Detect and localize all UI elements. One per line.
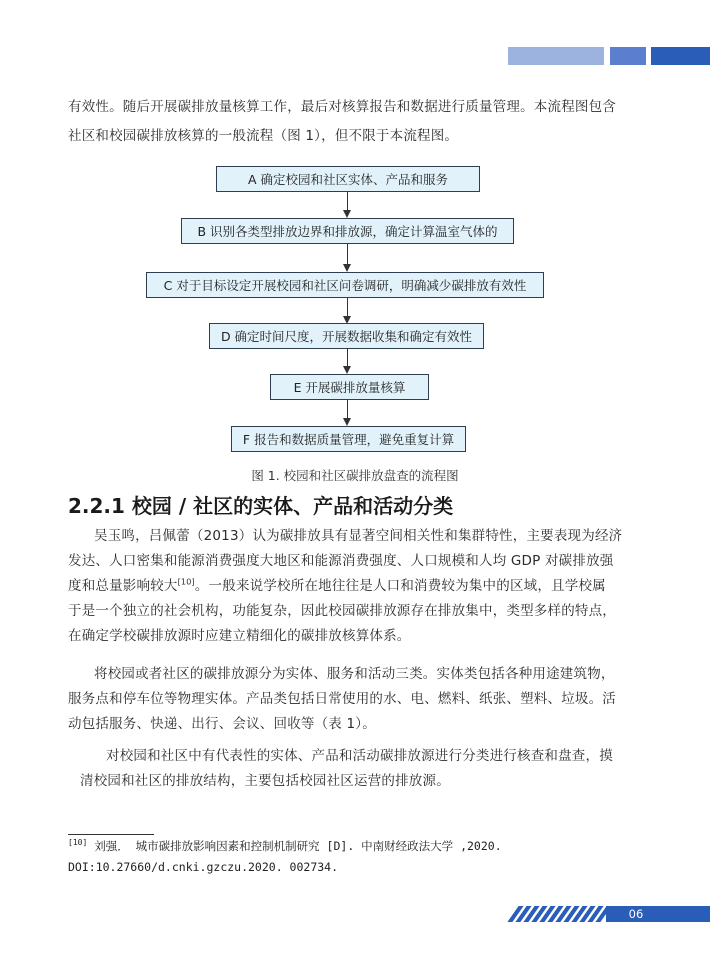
- section-heading: 2.2.1 校园 / 社区的实体、产品和活动分类: [68, 494, 454, 518]
- paragraph-line: [68, 574, 648, 599]
- paragraph-1: [68, 524, 648, 649]
- flowchart: [0, 0, 710, 470]
- paragraph-line: 发达、人口密集和能源消费强度大地区和能源消费强度、人口规模和人均 GDP 对碳排放强: [68, 553, 614, 569]
- flow-step-e: E 开展碳排放量核算: [270, 374, 429, 400]
- flow-arrow: [347, 349, 348, 372]
- footnote-line: [68, 836, 648, 857]
- page-stripes-decoration: [507, 906, 617, 922]
- flow-step-d: D 确定时间尺度，开展数据收集和确定有效性: [209, 323, 484, 349]
- flow-step-b: B 识别各类型排放边界和排放源，确定计算温室气体的: [181, 218, 514, 244]
- paragraph-line: 在确定学校碳排放源时应建立精细化的碳排放核算体系。: [68, 628, 411, 644]
- paragraph-line: 对校园和社区中有代表性的实体、产品和活动碳排放源进行分类进行核查和盘查，摸: [106, 748, 613, 764]
- paragraph-2: [68, 662, 648, 737]
- flow-step-a: A 确定校园和社区实体、产品和服务: [216, 166, 480, 192]
- footnote-text: 刘强． 城市碳排放影响因素和控制机制研究 [D]. 中南财经政法大学 ,2020.: [94, 839, 502, 853]
- citation-mark: [10]: [177, 577, 195, 587]
- flow-step-f: F 报告和数据质量管理，避免重复计算: [231, 426, 466, 452]
- paragraph-3: [80, 744, 650, 794]
- figure-caption: 图 1. 校园和社区碳排放盘查的流程图: [251, 468, 459, 483]
- intro-line: 社区和校园碳排放核算的一般流程（图 1），但不限于本流程图。: [68, 128, 459, 144]
- footnote-mark: [10]: [68, 838, 88, 848]
- flow-arrow: [347, 400, 348, 424]
- intro-line: 有效性。随后开展碳排放量核算工作，最后对核算报告和数据进行质量管理。本流程图包含: [68, 99, 616, 115]
- footnote-rule: [68, 834, 154, 835]
- paragraph-line: 动包括服务、快递、出行、会议、回收等（表 1）。: [68, 716, 376, 732]
- flow-arrow: [347, 298, 348, 322]
- paragraph-line: 清校园和社区的排放结构，主要包括校园社区运营的排放源。: [80, 773, 450, 789]
- paragraph-line: 吴玉鸣，吕佩蕾（2013）认为碳排放具有显著空间相关性和集群特性，主要表现为经济: [94, 528, 623, 544]
- paragraph-line: 于是一个独立的社会机构，功能复杂，因此校园碳排放源存在排放集中，类型多样的特点，: [68, 603, 616, 619]
- paragraph-text: 。一般来说学校所在地往往是人口和消费较为集中的区域，且学校属: [194, 578, 606, 594]
- paragraph-text: 度和总量影响较大: [68, 578, 178, 594]
- flow-arrow: [347, 192, 348, 216]
- page-number: 06: [628, 907, 644, 921]
- flow-step-c: C 对于目标设定开展校园和社区问卷调研，明确减少碳排放有效性: [146, 272, 544, 298]
- footnote: [68, 836, 648, 878]
- paragraph-line: 服务点和停车位等物理实体。产品类包括日常使用的水、电、燃料、纸张、塑料、垃圾。活: [68, 691, 616, 707]
- footnote-line: DOI:10.27660/d.cnki.gzczu.2020. 002734.: [68, 860, 339, 874]
- paragraph-line: 将校园或者社区的碳排放源分为实体、服务和活动三类。实体类包括各种用途建筑物，: [94, 666, 615, 682]
- flow-arrow: [347, 244, 348, 270]
